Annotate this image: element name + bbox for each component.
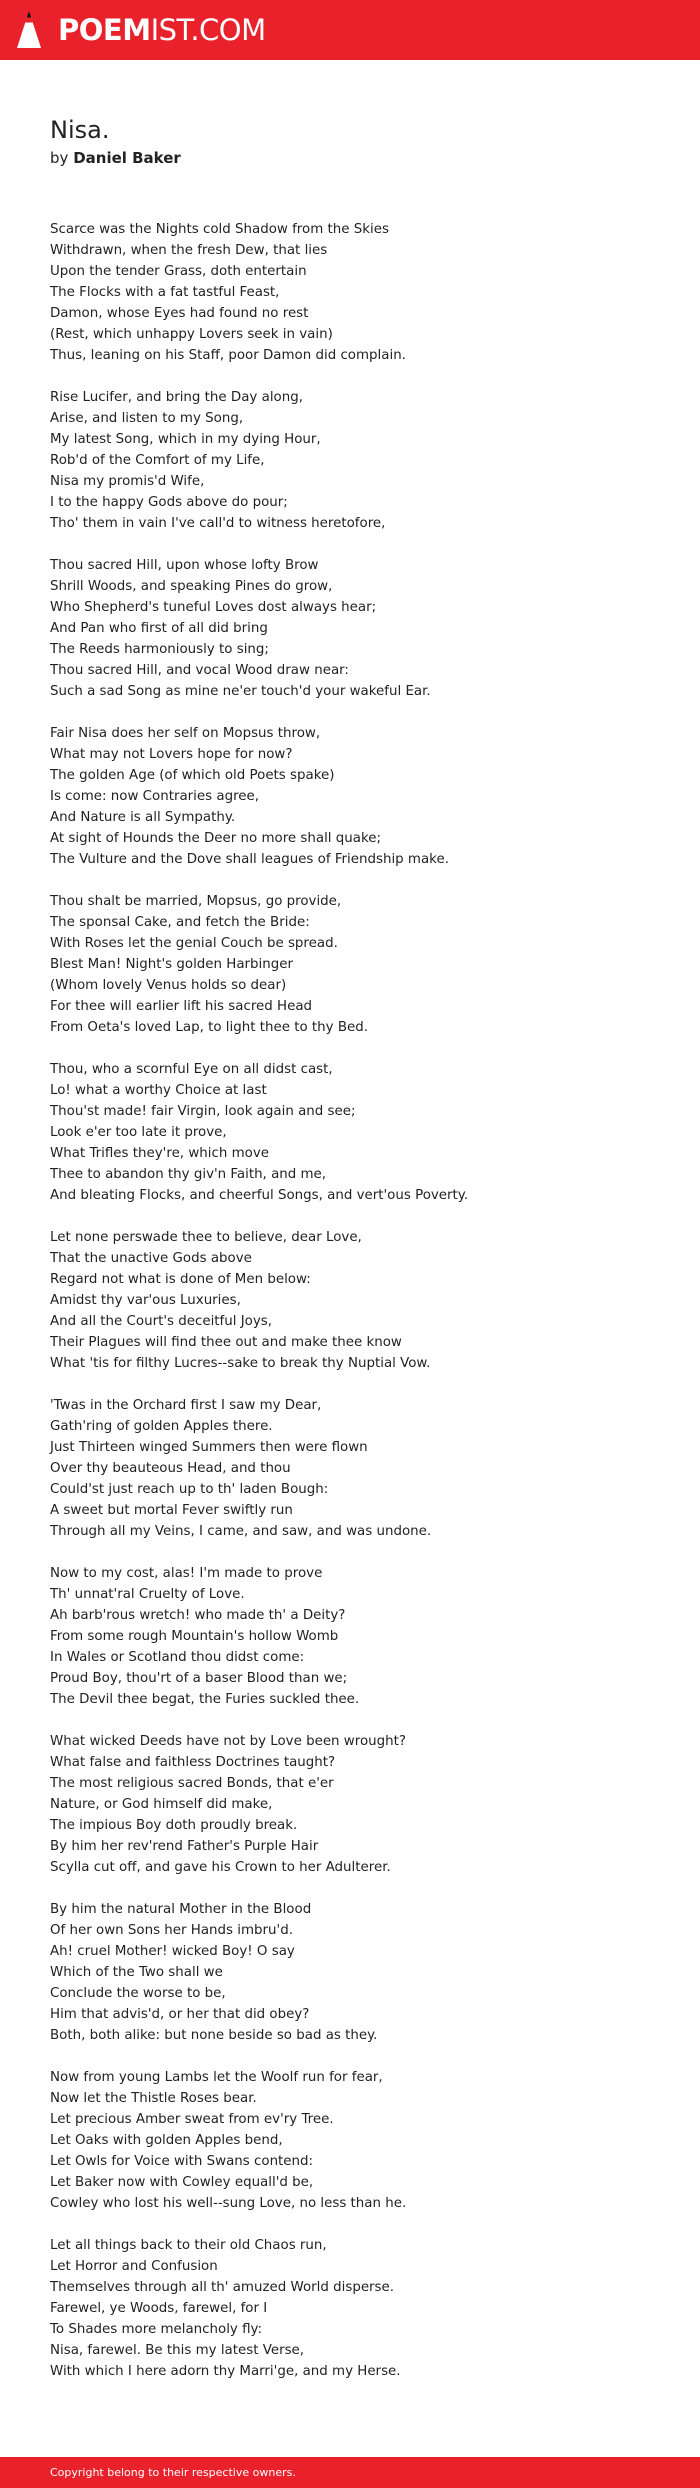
poem-line: Shrill Woods, and speaking Pines do grow, — [50, 579, 333, 594]
poem-line: Both, both alike: but none beside so bad as they. — [50, 2028, 378, 2043]
poem-title: Nisa. — [50, 116, 110, 144]
poem-line: Upon the tender Grass, doth entertain — [50, 264, 307, 279]
poem-line: Thou sacred Hill, and vocal Wood draw near: — [50, 663, 349, 678]
stanza — [50, 1395, 670, 1542]
poem-line: Of her own Sons her Hands imbru'd. — [50, 1923, 293, 1938]
poem-line: Amidst thy var'ous Luxuries, — [50, 1293, 241, 1308]
poem-line: From some rough Mountain's hollow Womb — [50, 1629, 339, 1644]
poem-line: At sight of Hounds the Deer no more shall quake; — [50, 831, 381, 846]
poem-line: From Oeta's loved Lap, to light thee to thy Bed. — [50, 1020, 368, 1035]
stanza — [50, 891, 670, 1038]
stanza — [50, 1563, 670, 1710]
author-name[interactable]: Daniel Baker — [73, 149, 181, 167]
poem-line: I to the happy Gods above do pour; — [50, 495, 288, 510]
poem-line: Look e'er too late it prove, — [50, 1125, 227, 1140]
poem-line: With which I here adorn thy Marri'ge, and my Herse. — [50, 2364, 401, 2379]
poem-line: Conclude the worse to be, — [50, 1986, 226, 2001]
site-footer — [0, 2457, 700, 2488]
poem-line: A sweet but mortal Fever swiftly run — [50, 1503, 293, 1518]
poem-body — [50, 219, 670, 2403]
stanza — [50, 723, 670, 870]
poem-line: Ah! cruel Mother! wicked Boy! O say — [50, 1944, 295, 1959]
stanza — [50, 1731, 670, 1878]
poem-line: Let Horror and Confusion — [50, 2259, 218, 2274]
stanza — [50, 1227, 670, 1374]
poem-line: Thou sacred Hill, upon whose lofty Brow — [50, 558, 319, 573]
poem-line: 'Twas in the Orchard first I saw my Dear, — [50, 1398, 322, 1413]
poem-line: Who Shepherd's tuneful Loves dost always hear; — [50, 600, 377, 615]
poem-line: And Nature is all Sympathy. — [50, 810, 236, 825]
stanza — [50, 2235, 670, 2382]
poem-line: Scarce was the Nights cold Shadow from the Skies — [50, 222, 389, 237]
poem-line: Just Thirteen winged Summers then were flown — [50, 1440, 368, 1455]
poem-line: Ah barb'rous wretch! who made th' a Deity? — [50, 1608, 346, 1623]
poem-line: The sponsal Cake, and fetch the Bride: — [50, 915, 310, 930]
site-header — [0, 0, 700, 60]
poem-line: And Pan who first of all did bring — [50, 621, 268, 636]
poem-line: My latest Song, which in my dying Hour, — [50, 432, 321, 447]
stanza — [50, 1059, 670, 1206]
stanza — [50, 219, 670, 366]
poem-line: The Vulture and the Dove shall leagues of Friendship make. — [50, 852, 449, 867]
poem-line: Fair Nisa does her self on Mopsus throw, — [50, 726, 321, 741]
stanza — [50, 387, 670, 534]
poem-line: Such a sad Song as mine ne'er touch'd your wakeful Ear. — [50, 684, 431, 699]
poem-line: And bleating Flocks, and cheerful Songs, and vert'ous Poverty. — [50, 1188, 469, 1203]
poem-line: With Roses let the genial Couch be spread. — [50, 936, 338, 951]
poem-line: Themselves through all th' amuzed World disperse. — [50, 2280, 395, 2295]
poem-line: Is come: now Contraries agree, — [50, 789, 260, 804]
poem-line: Let precious Amber sweat from ev'ry Tree. — [50, 2112, 334, 2127]
poem-line: Now let the Thistle Roses bear. — [50, 2091, 257, 2106]
poem-line: Let Baker now with Cowley equall'd be, — [50, 2175, 314, 2190]
poem-line: Let Oaks with golden Apples bend, — [50, 2133, 283, 2148]
poem-line: Nisa, farewel. Be this my latest Verse, — [50, 2343, 305, 2358]
poem-line: Tho' them in vain I've call'd to witness heretofore, — [50, 516, 386, 531]
poem-line: Nisa my promis'd Wife, — [50, 474, 205, 489]
poem-line: By him the natural Mother in the Blood — [50, 1902, 312, 1917]
poem-line: What may not Lovers hope for now? — [50, 747, 293, 762]
poem-line: Now from young Lambs let the Woolf run for fear, — [50, 2070, 383, 2085]
poem-line: Blest Man! Night's golden Harbinger — [50, 957, 294, 972]
poem-line: The impious Boy doth proudly break. — [50, 1818, 298, 1833]
stanza — [50, 1899, 670, 2046]
poem-line: Cowley who lost his well--sung Love, no less than he. — [50, 2196, 407, 2211]
poem-line: And all the Court's deceitful Joys, — [50, 1314, 273, 1329]
poem-line: In Wales or Scotland thou didst come: — [50, 1650, 305, 1665]
poem-line: Let none perswade thee to believe, dear Love, — [50, 1230, 362, 1245]
poem-line: Regard not what is done of Men below: — [50, 1272, 311, 1287]
poem-line: For thee will earlier lift his sacred Head — [50, 999, 313, 1014]
poem-line: Farewel, ye Woods, farewel, for I — [50, 2301, 268, 2316]
poem-line: The Devil thee begat, the Furies suckled thee. — [50, 1692, 360, 1707]
poem-line: Thee to abandon thy giv'n Faith, and me, — [50, 1167, 327, 1182]
poem-line: Rise Lucifer, and bring the Day along, — [50, 390, 303, 405]
poem-line: (Rest, which unhappy Lovers seek in vain) — [50, 327, 333, 342]
poem-line: Their Plagues will find thee out and make thee know — [50, 1335, 402, 1350]
poem-line: Now to my cost, alas! I'm made to prove — [50, 1566, 323, 1581]
poem-line: Over thy beauteous Head, and thou — [50, 1461, 291, 1476]
poem-byline — [50, 148, 181, 168]
poem-header — [50, 115, 181, 168]
poem-line: That the unactive Gods above — [50, 1251, 252, 1266]
poem-line: Thou, who a scornful Eye on all didst cast, — [50, 1062, 333, 1077]
poem-line: What wicked Deeds have not by Love been wrought? — [50, 1734, 406, 1749]
poem-line: Proud Boy, thou'rt of a baser Blood than we; — [50, 1671, 348, 1686]
poem-line: Thou shalt be married, Mopsus, go provide, — [50, 894, 342, 909]
by-label: by — [50, 149, 69, 167]
poem-line: By him her rev'rend Father's Purple Hair — [50, 1839, 319, 1854]
poem-line: Thou'st made! fair Virgin, look again and see; — [50, 1104, 356, 1119]
stanza — [50, 555, 670, 702]
poem-line: Let Owls for Voice with Swans contend: — [50, 2154, 314, 2169]
poem-line: Arise, and listen to my Song, — [50, 411, 244, 426]
poem-line: Gath'ring of golden Apples there. — [50, 1419, 273, 1434]
poem-line: Damon, whose Eyes had found no rest — [50, 306, 309, 321]
poem-line: Him that advis'd, or her that did obey? — [50, 2007, 310, 2022]
poem-line: The Flocks with a fat tastful Feast, — [50, 285, 280, 300]
site-logo[interactable] — [16, 11, 266, 49]
poem-line: The most religious sacred Bonds, that e'er — [50, 1776, 334, 1791]
poem-line: (Whom lovely Venus holds so dear) — [50, 978, 287, 993]
stanza — [50, 2067, 670, 2214]
poem-line: Through all my Veins, I came, and saw, and was undone. — [50, 1524, 432, 1539]
pencil-logo-icon — [16, 11, 42, 49]
poem-line: To Shades more melancholy fly: — [50, 2322, 262, 2337]
poem-line: The Reeds harmoniously to sing; — [50, 642, 269, 657]
poem-line: Thus, leaning on his Staff, poor Damon did complain. — [50, 348, 406, 363]
poem-line: Which of the Two shall we — [50, 1965, 223, 1980]
logo-text-light: IST.COM — [150, 13, 266, 47]
copyright-text: Copyright belong to their respective owners. — [50, 2466, 296, 2479]
site-logo-text — [58, 11, 266, 49]
poem-line: What Trifles they're, which move — [50, 1146, 269, 1161]
poem-line: Could'st just reach up to th' laden Bough: — [50, 1482, 329, 1497]
poem-line: What 'tis for filthy Lucres--sake to break thy Nuptial Vow. — [50, 1356, 431, 1371]
poem-line: Let all things back to their old Chaos run, — [50, 2238, 327, 2253]
poem-line: What false and faithless Doctrines taught? — [50, 1755, 336, 1770]
logo-text-bold: POEM — [58, 13, 151, 47]
poem-line: Nature, or God himself did make, — [50, 1797, 273, 1812]
poem-line: Scylla cut off, and gave his Crown to her Adulterer. — [50, 1860, 391, 1875]
poem-line: Lo! what a worthy Choice at last — [50, 1083, 267, 1098]
poem-line: Rob'd of the Comfort of my Life, — [50, 453, 265, 468]
poem-line: The golden Age (of which old Poets spake) — [50, 768, 335, 783]
poem-line: Th' unnat'ral Cruelty of Love. — [50, 1587, 245, 1602]
poem-line: Withdrawn, when the fresh Dew, that lies — [50, 243, 328, 258]
